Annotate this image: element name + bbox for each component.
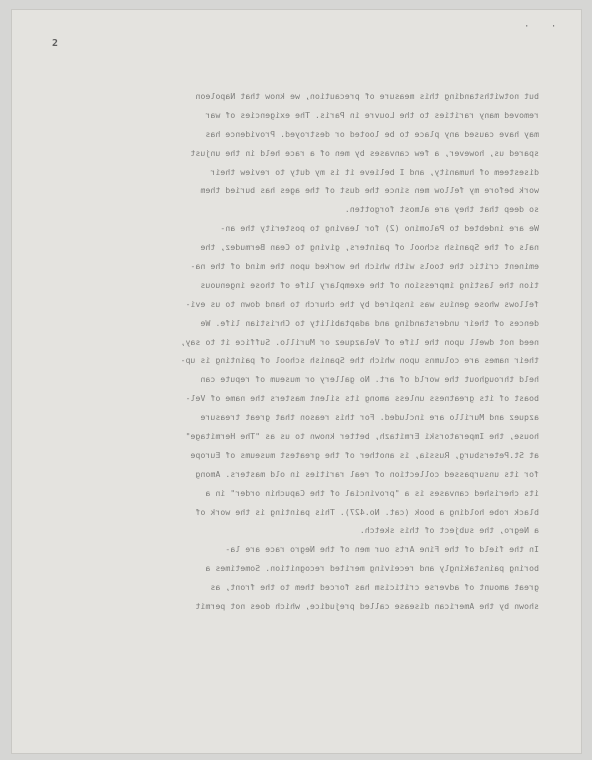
text-line: boring painstakingly and receiving merited recognition. Sometimes a [205,563,539,574]
text-line: tion the lasting impression of the exemplary life of those ingenuous [200,279,539,290]
document-page [12,10,581,753]
corner-marks: · · [524,22,565,32]
text-line: disesteem of humanity, and I believe it is my duty to review their [210,166,539,177]
text-line: work before my fellow men since the dust of the ages has buried them [200,185,539,196]
text-line: removed many rarities to the Louvre in Paris. The exigencies of war [205,109,539,120]
text-line: a Negro, the subject of this sketch. [359,525,539,536]
text-line: fellows whose genius was inspired by the church to hand down to us evi- [185,298,539,309]
text-line: held throughout the world of art. No gallery or museum of repute can [200,374,539,385]
text-line: great amount of adverse criticism has forced them to the front, as [210,582,539,593]
text-line: but notwithstanding this measure of precaution, we know that Napoleon [195,91,539,101]
text-line: azquez and Murillo are included. For this reason that great treasure [200,412,539,423]
text-line: In the field of the Fine Arts our men of the Negro race are la- [225,544,539,555]
text-line: so deep that they are almost forgotten. [344,204,539,215]
text-line: black robe holding a book (cat. No.427). This painting is the work of [195,506,539,517]
text-line: its cherished canvases is a "provincial of the Capuchin order" in a [205,487,539,498]
text-line: may have caused any place to be looted or destroyed. Providence has [205,128,539,139]
text-line: boast of its greatness unless among its silent masters the name of Vel- [185,393,539,404]
text-line: nals of the Spanish school of painters, giving to Cean Bermudez, the [200,242,539,253]
text-line: need not dwell upon the life of Velazquez or Murillo. Suffice it to say, [180,336,539,347]
text-line: their names are columns upon which the Spanish school of painting is up- [180,355,539,366]
typed-text-body [49,87,539,717]
text-line: at St.Petersburg, Russia, is another of the greatest museums of Europe [190,449,539,460]
text-line: house, the Imperatorski Ermitazh, better known to us as "The Hermitage" [185,431,539,442]
text-line: eminent critic the tools with which he worked upon the mind of the na- [190,261,539,272]
text-line: shown by the American disease called prejudice, which does not permit [195,601,539,612]
text-line: We are indebted to Palomino (2) for leaving to posterity the an- [220,223,539,234]
text-line: dences of their understanding and adaptability to Christian life. We [200,317,539,328]
text-line: spared us, however, a few canvases by men of a race held in the unjust [190,147,539,158]
text-line: for its unsurpassed collection of real rarities in old masters. Among [195,468,539,479]
page-number: 2 [52,38,59,49]
